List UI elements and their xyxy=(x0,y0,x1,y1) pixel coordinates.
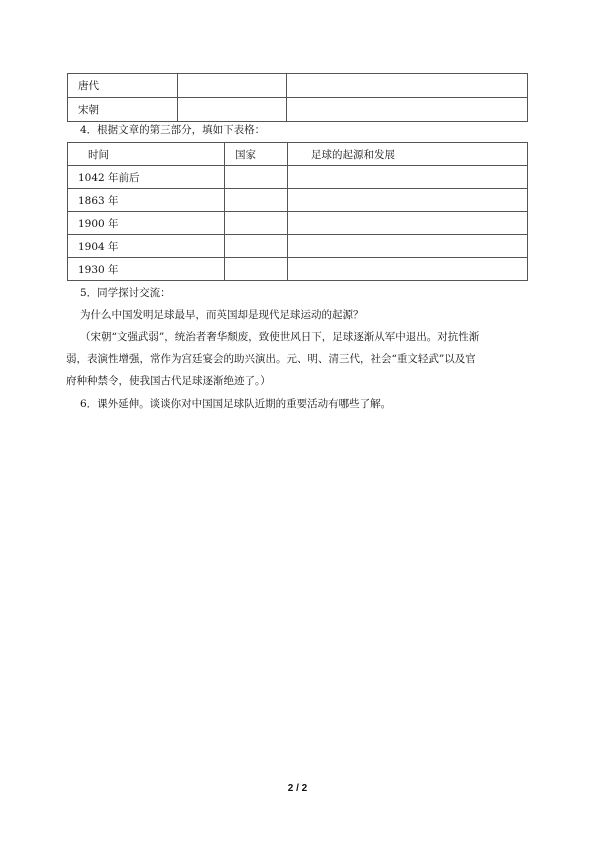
question-5-answer-line: （宋朝“文强武弱”，统治者奢华颓废，致使世风日下，足球逐渐从军中退出。对抗性渐 xyxy=(80,331,480,343)
table-cell xyxy=(225,235,288,258)
table-cell xyxy=(287,74,528,98)
table-cell xyxy=(178,98,287,122)
table-cell xyxy=(225,212,288,235)
table-cell xyxy=(287,98,528,122)
table-cell: 1930 年 xyxy=(68,258,225,281)
table-cell: 唐代 xyxy=(68,74,178,98)
table-row xyxy=(68,258,528,281)
table-row xyxy=(68,166,528,189)
table-cell: 1900 年 xyxy=(68,212,225,235)
table-cell xyxy=(288,166,528,189)
table-cell: 1904 年 xyxy=(68,235,225,258)
table-cell xyxy=(225,258,288,281)
column-header: 足球的起源和发展 xyxy=(288,143,528,166)
page-number: 2 / 2 xyxy=(287,783,308,794)
table-cell xyxy=(178,74,287,98)
table-row xyxy=(68,212,528,235)
table-cell xyxy=(288,258,528,281)
table-cell: 宋朝 xyxy=(68,98,178,122)
table-cell xyxy=(225,166,288,189)
football-history-table xyxy=(67,142,528,281)
question-4: 4．根据文章的第三部分，填如下表格： xyxy=(80,124,266,136)
question-5-prompt: 为什么中国发明足球最早，而英国却是现代足球运动的起源？ xyxy=(80,309,364,321)
question-5-title: 5．同学探讨交流： xyxy=(80,287,171,299)
question-6: 6．课外延伸。谈谈你对中国国足球队近期的重要活动有哪些了解。 xyxy=(80,398,392,410)
dynasty-table xyxy=(67,73,528,122)
table-cell xyxy=(225,189,288,212)
question-5-answer-line: 府种种禁令，使我国古代足球逐渐绝迹了。） xyxy=(66,375,271,387)
table-row xyxy=(68,98,528,122)
table-row xyxy=(68,235,528,258)
table-header-row xyxy=(68,143,528,166)
column-header: 时间 xyxy=(68,143,225,166)
table-cell xyxy=(288,189,528,212)
column-header: 国家 xyxy=(225,143,288,166)
question-5-answer-line: 弱，表演性增强，常作为宫廷宴会的助兴演出。元、明、清三代，社会“重文轻武”以及官 xyxy=(66,353,476,365)
table-cell xyxy=(288,235,528,258)
table-row xyxy=(68,189,528,212)
table-row xyxy=(68,74,528,98)
table-cell: 1863 年 xyxy=(68,189,225,212)
table-cell xyxy=(288,212,528,235)
table-cell: 1042 年前后 xyxy=(68,166,225,189)
